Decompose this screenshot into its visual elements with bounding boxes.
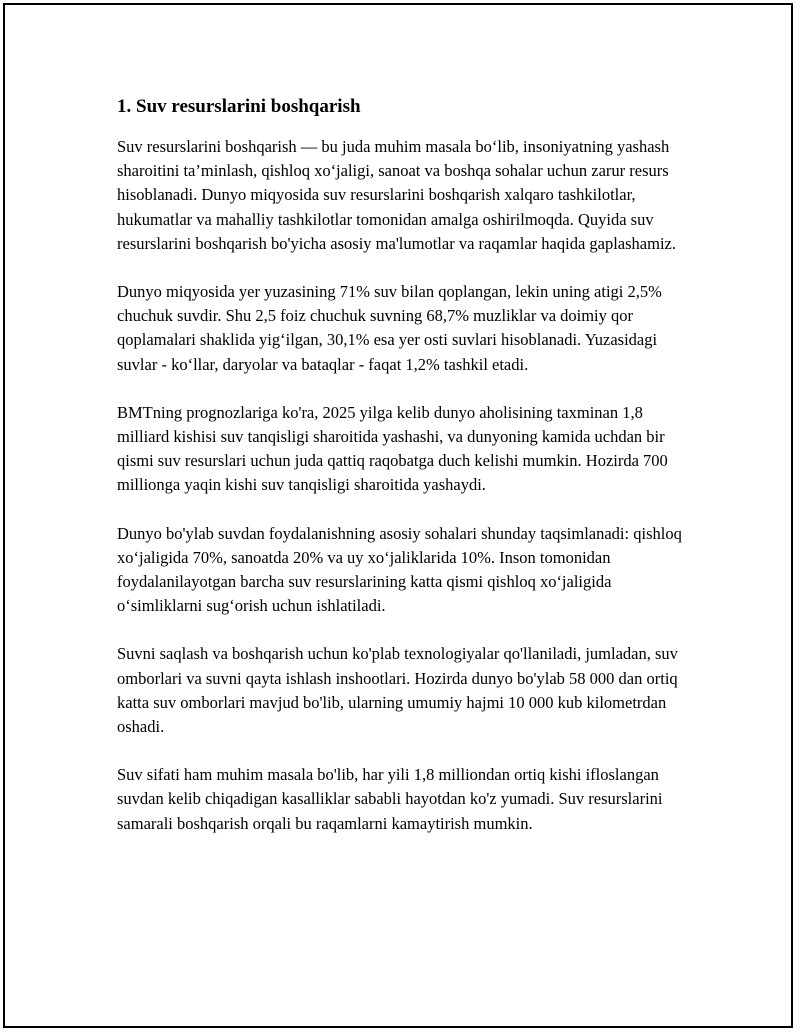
document-body [117,95,692,860]
paragraph-un-forecast: BMTning prognozlariga ko'ra, 2025 yilga kelib dunyo aholisining taxminan 1,8 milliard kishisi suv tanqisligi sharoitida yashashi, va dunyoning kamida uchdan bir qismi suv resurslari uchun juda qattiq raqobatga duch kelishi mumkin. Hozirda 700 millionga yaqin kishi suv tanqisligi sharoitida yashaydi. [117,402,668,495]
paragraph-water-usage: Dunyo bo'ylab suvdan foydalanishning asosiy sohalari shunday taqsimlanadi: qishloq xo‘jaligida 70%, sanoatda 20% va uy xo‘jaliklarida 10%. Inson tomonidan foydalanilayotgan barcha suv resurslarining katta qismi qishloq xo‘jaligida o‘simliklarni sug‘orish uchun ishlatiladi. [117,523,682,616]
paragraph-water-quality: Suv sifati ham muhim masala bo'lib, har yili 1,8 milliondan ortiq kishi ifloslangan suvdan kelib chiqadigan kasalliklar sababli hayotdan ko'z yumadi. Suv resurslarini samarali boshqarish orqali bu raqamlarni kamaytirish mumkin. [117,765,663,833]
paragraph-intro: Suv resurslarini boshqarish — bu juda muhim masala bo‘lib, insoniyatning yashash sharoitini ta’minlash, qishloq xo‘jaligi, sanoat va boshqa sohalar uchun zarur resurs hisoblanadi. Dunyo miqyosida suv resurslarini boshqarish xalqaro tashkilotlar, hukumatlar va mahalliy tashkilotlar tomonidan amalga oshirilmoqda. Quyida suv resurslarini boshqarish bo'yicha asosiy ma'lumotlar va raqamlar haqida gaplashamiz. [117,137,676,253]
section-heading: 1. Suv resurslarini boshqarish [117,96,361,117]
paragraph-water-coverage: Dunyo miqyosida yer yuzasining 71% suv bilan qoplangan, lekin uning atigi 2,5% chuchuk suvdir. Shu 2,5 foiz chuchuk suvning 68,7% muzliklar va doimiy qor qoplamalari shaklida yig‘ilgan, 30,1% esa yer osti suvlari hisoblanadi. Yuzasidagi suvlar - ko‘llar, daryolar va bataqlar - faqat 1,2% tashkil etadi. [117,282,662,374]
paragraph-reservoirs: Suvni saqlash va boshqarish uchun ko'plab texnologiyalar qo'llaniladi, jumladan, suv omborlari va suvni qayta ishlash inshootlari. Hozirda dunyo bo'ylab 58 000 dan ortiq katta suv omborlari mavjud bo'lib, ularning umumiy hajmi 10 000 kub kilometrdan oshadi. [117,644,678,737]
